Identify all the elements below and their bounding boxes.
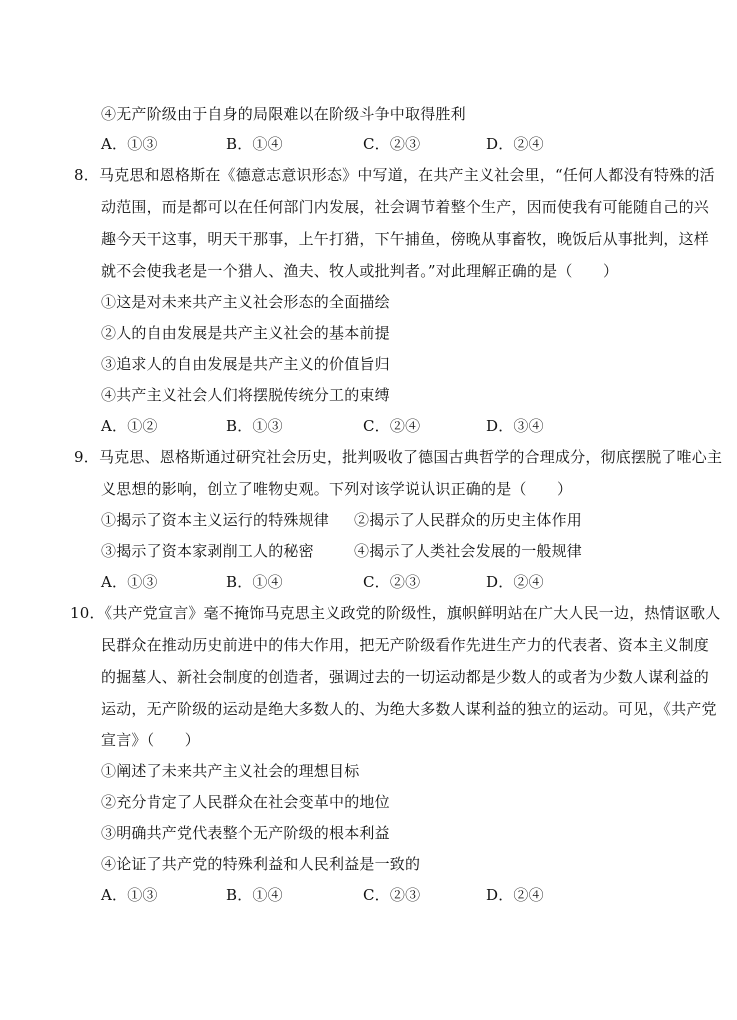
choice-d: D．②④ xyxy=(486,886,544,904)
q8-stem-line-1: 8．马克思和恩格斯在《德意志意识形态》中写道，在共产主义社会里，“任何人都没有特殊的活 xyxy=(74,166,715,184)
q10-option-1: ①阐述了未来共产主义社会的理想目标 xyxy=(101,762,360,780)
q9-option-2: ②揭示了人民群众的历史主体作用 xyxy=(354,511,583,529)
q10-stem-line-5: 宣言》（ ） xyxy=(101,731,200,749)
q9-option-4: ④揭示了人类社会发展的一般规律 xyxy=(354,542,583,560)
choice-c: C．②④ xyxy=(363,417,421,435)
q9-options-row-1 xyxy=(101,510,661,530)
q10-stem-line-3: 的掘墓人、新社会制度的创造者，强调过去的一切运动都是少数人的或者为少数人谋利益的 xyxy=(101,668,710,686)
choice-a: A．①③ xyxy=(101,886,158,904)
q9-option-3: ③揭示了资本家剥削工人的秘密 xyxy=(101,542,314,560)
choice-d: D．②④ xyxy=(486,135,544,153)
q10-stem-line-2: 民群众在推动历史前进中的伟大作用，把无产阶级看作先进生产力的代表者、资本主义制度 xyxy=(101,636,710,654)
choice-b: B．①④ xyxy=(226,135,283,153)
choice-a: A．①② xyxy=(101,417,158,435)
prev-option-4: ④无产阶级由于自身的局限难以在阶级斗争中取得胜利 xyxy=(101,105,466,123)
choice-d: D．②④ xyxy=(486,573,544,591)
q10-stem-line-1: 10．《共产党宣言》毫不掩饰马克思主义政党的阶级性，旗帜鲜明站在广大人民一边，热情讴歌人 xyxy=(70,604,721,622)
choice-c: C．②③ xyxy=(363,135,421,153)
q10-option-3: ③明确共产党代表整个无产阶级的根本利益 xyxy=(101,824,390,842)
q10-stem-line-4: 运动，无产阶级的运动是绝大多数人的、为绝大多数人谋利益的独立的运动。可见，《共产党 xyxy=(101,700,717,718)
choice-d: D．③④ xyxy=(486,417,544,435)
q8-stem-line-3: 趣今天干这事，明天干那事，上午打猎，下午捕鱼，傍晚从事畜牧，晚饭后从事批判，这样 xyxy=(101,230,710,248)
choice-b: B．①④ xyxy=(226,886,283,904)
q8-option-4: ④共产主义社会人们将摆脱传统分工的束缚 xyxy=(101,386,390,404)
q9-stem-line-1: 9．马克思、恩格斯通过研究社会历史，批判吸收了德国古典哲学的合理成分，彻底摆脱了唯心主 xyxy=(74,448,723,466)
choice-b: B．①④ xyxy=(226,573,283,591)
q9-options-row-2 xyxy=(101,541,661,561)
choice-c: C．②③ xyxy=(363,573,421,591)
q8-option-1: ①这是对未来共产主义社会形态的全面描绘 xyxy=(101,293,390,311)
q9-option-1: ①揭示了资本主义运行的特殊规律 xyxy=(101,511,330,529)
q10-option-2: ②充分肯定了人民群众在社会变革中的地位 xyxy=(101,793,390,811)
choice-a: A．①③ xyxy=(101,573,158,591)
q9-stem-line-2: 义思想的影响，创立了唯物史观。下列对该学说认识正确的是（ ） xyxy=(101,480,573,498)
choice-c: C．②③ xyxy=(363,886,421,904)
q8-stem-line-4: 就不会使我老是一个猎人、渔夫、牧人或批判者。”对此理解正确的是（ ） xyxy=(101,262,619,280)
q8-stem-line-2: 动范围，而是都可以在任何部门内发展，社会调节着整个生产，因而使我有可能随自己的兴 xyxy=(101,198,710,216)
choice-a: A．①③ xyxy=(101,135,158,153)
q10-option-4: ④论证了共产党的特殊利益和人民利益是一致的 xyxy=(101,855,421,873)
q8-option-2: ②人的自由发展是共产主义社会的基本前提 xyxy=(101,324,390,342)
choice-b: B．①③ xyxy=(226,417,283,435)
q8-option-3: ③追求人的自由发展是共产主义的价值旨归 xyxy=(101,355,390,373)
